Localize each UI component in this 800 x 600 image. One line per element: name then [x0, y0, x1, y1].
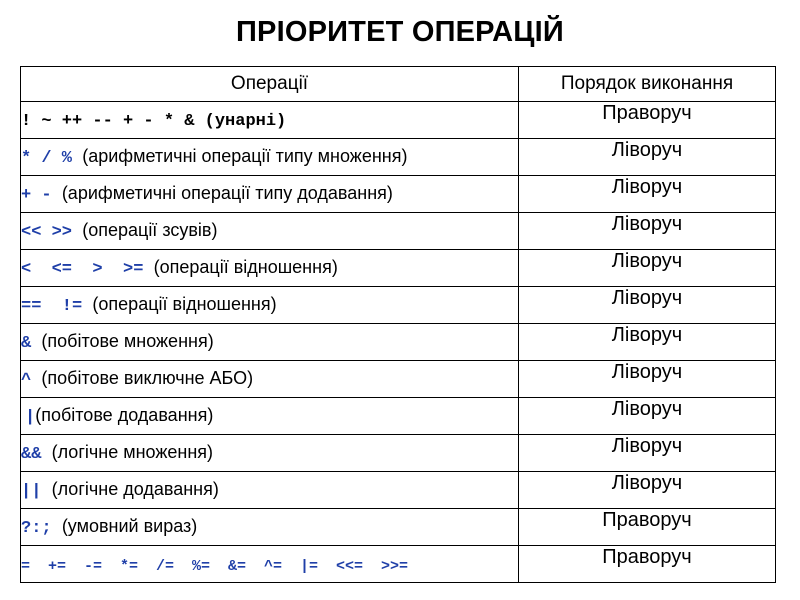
operator-description: (побітове додавання) — [35, 405, 214, 425]
page-title: ПРІОРИТЕТ ОПЕРАЦІЙ — [236, 16, 564, 48]
table-row — [21, 102, 776, 139]
operations-cell — [21, 361, 519, 398]
header-operations: Операції — [21, 67, 519, 102]
order-cell: Ліворуч — [519, 139, 776, 176]
operator-symbols: ^ — [21, 371, 42, 390]
operations-cell — [21, 250, 519, 287]
operations-cell — [21, 139, 519, 176]
operations-cell — [21, 509, 519, 546]
table-header-row — [21, 67, 776, 102]
operator-description: (умовний вираз) — [61, 516, 198, 536]
operator-symbols: ?:; — [21, 519, 62, 538]
operations-cell — [21, 213, 519, 250]
operator-description: (унарні) — [204, 112, 287, 131]
order-cell: Ліворуч — [519, 324, 776, 361]
operator-symbols: | — [25, 408, 36, 427]
operations-cell — [21, 472, 519, 509]
order-cell: Ліворуч — [519, 361, 776, 398]
order-cell: Ліворуч — [519, 213, 776, 250]
order-cell: Ліворуч — [519, 176, 776, 213]
table-row — [21, 176, 776, 213]
operator-symbols: || — [21, 482, 52, 501]
operator-symbols: = += -= *= /= %= &= ^= |= <<= >>= — [21, 557, 409, 575]
operations-cell — [21, 435, 519, 472]
operator-description: (операції відношення) — [153, 257, 338, 277]
operator-description: (арифметичні операції типу додавання) — [61, 183, 393, 203]
operations-cell — [21, 398, 519, 435]
table-row — [21, 324, 776, 361]
operations-cell — [21, 287, 519, 324]
header-order: Порядок виконання — [519, 67, 776, 102]
operations-cell — [21, 102, 519, 139]
table-row — [21, 213, 776, 250]
table-row — [21, 398, 776, 435]
order-cell: Ліворуч — [519, 250, 776, 287]
operator-symbols: == != — [21, 297, 93, 316]
table-row — [21, 472, 776, 509]
operator-symbols: << >> — [21, 223, 83, 242]
order-cell: Праворуч — [519, 102, 776, 139]
table-row — [21, 546, 776, 583]
operator-symbols: < <= > >= — [21, 260, 154, 279]
operator-symbols: ! ~ ++ -- + - * & — [21, 112, 205, 131]
operations-cell — [21, 176, 519, 213]
table-row — [21, 139, 776, 176]
operator-description: (побітове множення) — [41, 331, 214, 351]
operator-symbols: && — [21, 445, 52, 464]
order-cell: Ліворуч — [519, 287, 776, 324]
operations-cell — [21, 546, 519, 583]
order-cell: Праворуч — [519, 509, 776, 546]
operator-symbols: * / % — [21, 149, 83, 168]
operator-description: (логічне множення) — [51, 442, 214, 462]
table-row — [21, 361, 776, 398]
order-cell: Праворуч — [519, 546, 776, 583]
operator-description: (логічне додавання) — [51, 479, 219, 499]
table-row — [21, 435, 776, 472]
table-row — [21, 509, 776, 546]
order-cell: Ліворуч — [519, 398, 776, 435]
order-cell: Ліворуч — [519, 472, 776, 509]
operator-symbols: & — [21, 334, 42, 353]
operator-description: (операції зсувів) — [82, 220, 218, 240]
order-cell: Ліворуч — [519, 435, 776, 472]
operator-precedence-table — [20, 66, 776, 583]
operations-cell — [21, 324, 519, 361]
table-row — [21, 250, 776, 287]
operator-description: (операції відношення) — [92, 294, 277, 314]
table-row — [21, 287, 776, 324]
operator-description: (побітове виключне АБО) — [41, 368, 254, 388]
operator-description: (арифметичні операції типу множення) — [82, 146, 408, 166]
operator-symbols: + - — [21, 186, 62, 205]
